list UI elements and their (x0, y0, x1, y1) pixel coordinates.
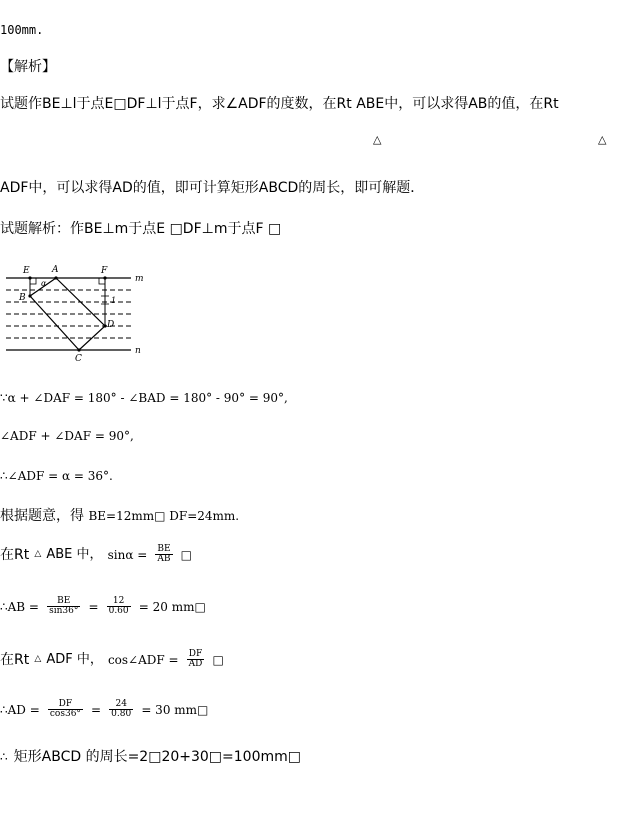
label-f: F (101, 266, 108, 276)
label-e: E (23, 266, 30, 276)
step-7-end: □ (212, 652, 224, 667)
step-5-prefix: 在Rt (0, 546, 30, 563)
analysis-line-1: 试题作BE⊥l于点E□DF⊥l于点F，求∠ADF的度数，在Rt ABE中，可以求得AB的值，在Rt (0, 96, 559, 112)
triangle-symbol: △ (34, 654, 42, 664)
triangle-symbol: △ (598, 133, 607, 146)
step-8-tail: = 30 mm□ (141, 702, 209, 717)
triangle-symbol: △ (373, 133, 382, 146)
label-a: A (52, 265, 59, 275)
step-6-tail: = 20 mm□ (138, 599, 206, 614)
step-4-value: BE=12mm□ DF=24mm. (88, 509, 240, 523)
label-b: B (19, 293, 26, 303)
step-6 (0, 597, 206, 616)
fraction-12-060: $\frac{12}{0.60}$ (108, 596, 129, 616)
step-1: ∵α + ∠DAF = 180° - ∠BAD = 180° - 90° = 90°, (0, 391, 288, 405)
step-8 (0, 700, 208, 719)
step-4-prefix: 根据题意，得 (0, 508, 89, 524)
previous-answer-tail: 100mm. (0, 23, 44, 37)
triangle-symbol: △ (34, 549, 42, 559)
fraction-be-sin: $\frac{BE}{\sin 36^\circ}$ (49, 596, 79, 616)
equals-sign: = (88, 599, 99, 614)
step-7-mid: ADF 中， (46, 652, 103, 667)
step-5-mid: ABE 中， (46, 547, 103, 562)
step-4 (0, 507, 239, 523)
equals-sign: = (91, 702, 102, 717)
label-m: m (135, 274, 144, 284)
step-7 (0, 650, 224, 669)
step-7-prefix: 在Rt (0, 651, 30, 668)
therefore-symbol: ∴ (0, 750, 8, 764)
fraction-24-080: $\frac{24}{0.80}$ (111, 699, 132, 719)
step-9-text: 矩形ABCD 的周长=2□20+30□=100mm□ (13, 749, 301, 765)
label-d: D (107, 320, 115, 330)
step-6-lead: ∴AB = (0, 599, 39, 614)
step-8-lead: ∴AD = (0, 702, 40, 717)
analysis-line-2: ADF中，可以求得AD的值，即可计算矩形ABCD的周长，即可解题． (0, 180, 425, 196)
step-5-end: □ (180, 547, 193, 562)
step-5 (0, 545, 192, 564)
solution-intro: 试题解析：作BE⊥m于点E □DF⊥m于点F □ (0, 221, 282, 237)
step-2: ∠ADF + ∠DAF = 90°, (0, 429, 134, 443)
label-c: C (75, 354, 82, 363)
step-7-func: cos∠ADF = (107, 652, 179, 667)
step-9 (0, 748, 301, 764)
label-one: 1 (111, 296, 117, 305)
step-3: ∴∠ADF = α = 36°. (0, 469, 113, 483)
label-alpha: α (41, 279, 47, 288)
fraction-be-ab: $\frac{BE}{AB}$ (157, 544, 171, 564)
fraction-df-cos: $\frac{DF}{\cos 36^\circ}$ (49, 699, 81, 719)
geometry-figure (0, 258, 160, 363)
label-n: n (135, 346, 141, 356)
step-5-func: sinα = (107, 547, 148, 562)
fraction-df-ad: $\frac{DF}{AD}$ (188, 649, 203, 669)
section-label: 【解析】 (0, 59, 56, 75)
